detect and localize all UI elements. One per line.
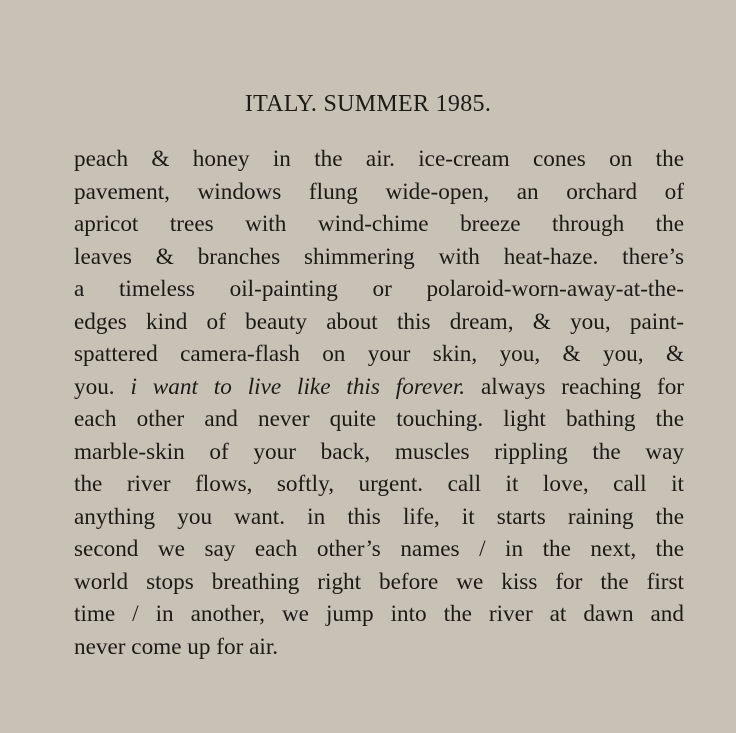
poem-body — [74, 143, 684, 663]
poem-line: a timeless oil-painting or polaroid-worn-away-at-the- — [74, 276, 684, 302]
poem-line: marble-skin of your back, muscles rippling the way — [74, 438, 684, 465]
poem-title: ITALY. SUMMER 1985. — [244, 91, 492, 117]
poem-line: never come up for air. — [74, 633, 279, 660]
poem-line: spattered camera-flash on your skin, you, & you, & — [74, 341, 684, 367]
poem-line: leaves & branches shimmering with heat-haze. there’s — [74, 243, 684, 270]
poem-segment: you. — [74, 373, 131, 400]
poem-line: time / in another, we jump into the river at dawn and — [74, 601, 684, 627]
poem-line: apricot trees with wind-chime breeze through the — [74, 211, 684, 237]
poem-italic-phrase: i want to live like this forever. — [130, 373, 466, 400]
poem-line: the river flows, softly, urgent. call it love, call it — [74, 471, 684, 497]
poem-line-with-italic — [74, 371, 684, 404]
poem-line: world stops breathing right before we kiss for the first — [74, 568, 684, 595]
poem-line: second we say each other’s names / in the next, the — [74, 536, 684, 562]
poem-segment: always reaching for — [465, 373, 685, 400]
poem-line: anything you want. in this life, it starts raining the — [74, 503, 684, 530]
poem-line: edges kind of beauty about this dream, & you, paint- — [74, 308, 684, 335]
poem-line: pavement, windows flung wide-open, an orchard of — [74, 178, 684, 205]
poem-line: peach & honey in the air. ice-cream cones on the — [74, 146, 684, 172]
poem-line: each other and never quite touching. light bathing the — [74, 406, 684, 432]
